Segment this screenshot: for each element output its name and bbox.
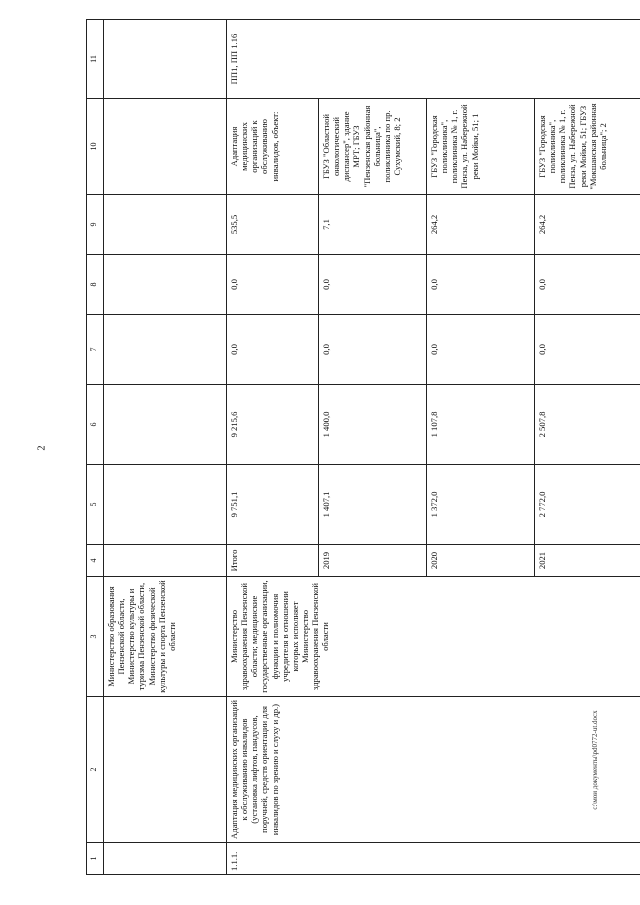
value-cell: 0,0 (427, 255, 535, 315)
header-row (87, 20, 104, 875)
table-row (227, 20, 319, 875)
item-name: Адаптация медицинских организаций к обслуживанию инвалидов (установка лифтов, пандусов, поручней, средств ориентации для инвалидов по зрению и слуху и др.) (227, 697, 640, 843)
col-header: 6 (87, 385, 104, 465)
col-header: 4 (87, 545, 104, 577)
value-cell: 0,0 (535, 255, 640, 315)
col-header: 7 (87, 315, 104, 385)
col-header: 8 (87, 255, 104, 315)
col-header: 3 (87, 577, 104, 697)
col-header: 2 (87, 697, 104, 843)
object-cell: ГБУЗ "Областной онкологический диспансер", здание МРТ; ГБУЗ "Пензенская районная больница", поликлиника по пр. Сухумский, 8; 2 (319, 99, 427, 195)
value-cell: 1 372,0 (427, 465, 535, 545)
value-cell: 9 751,1 (227, 465, 319, 545)
year-cell: Итого (227, 545, 319, 577)
object-cell: Адаптация медицинских организаций к обслуживанию инвалидов, объект: (227, 99, 319, 195)
col-header: 1 (87, 843, 104, 875)
indicator-cell: ПП1, ПП 1.16 (227, 20, 640, 99)
value-cell: 264,2 (427, 195, 535, 255)
col-header: 9 (87, 195, 104, 255)
col-header: 5 (87, 465, 104, 545)
value-cell: 1 400,0 (319, 385, 427, 465)
rotated-table-wrapper (86, 20, 608, 875)
value-cell: 7,1 (319, 195, 427, 255)
value-cell: 1 107,8 (427, 385, 535, 465)
value-cell: 0,0 (227, 315, 319, 385)
value-cell: 0,0 (427, 315, 535, 385)
ministries-cell: Министерство образования Пензенской области, Министерство культуры и туризма Пензенской области, Министерство физической культуры и спорта Пензенской области (104, 577, 227, 697)
object-cell: ГБУЗ "Городская поликлиника", поликлиника № 1, г. Пенза, ул. Набережной реки Мойки, 51; ГБУЗ "Мокшанская районная больница"; 2 (535, 99, 640, 195)
value-cell: 0,0 (535, 315, 640, 385)
value-cell: 264,2 (535, 195, 640, 255)
value-cell: 0,0 (227, 255, 319, 315)
value-cell: 9 215,6 (227, 385, 319, 465)
value-cell: 2 772,0 (535, 465, 640, 545)
value-cell: 535,5 (227, 195, 319, 255)
page-number: 2 (36, 445, 48, 451)
value-cell: 1 407,1 (319, 465, 427, 545)
footer-file-path: c:\мои документы\pd0772-ut.docx (591, 710, 599, 810)
value-cell: 2 507,8 (535, 385, 640, 465)
col-header: 11 (87, 20, 104, 99)
object-cell: ГБУЗ "Городская поликлиника", поликлиника № 1, г. Пенза, ул. Набережной реки Мойки, 51; 1 (427, 99, 535, 195)
year-cell: 2020 (427, 545, 535, 577)
item-executor: Министерство здравоохранения Пензенской области; медицинские государственные организации, функции и полномочия учредителя в отношении которых исполняет Министерство здравоохранения Пензенской области (227, 577, 640, 697)
value-cell: 0,0 (319, 315, 427, 385)
value-cell: 0,0 (319, 255, 427, 315)
program-table (86, 19, 640, 875)
year-cell: 2021 (535, 545, 640, 577)
item-number: 1.1.1. (227, 843, 640, 875)
year-cell: 2019 (319, 545, 427, 577)
col-header: 10 (87, 99, 104, 195)
continuation-row (104, 20, 227, 875)
